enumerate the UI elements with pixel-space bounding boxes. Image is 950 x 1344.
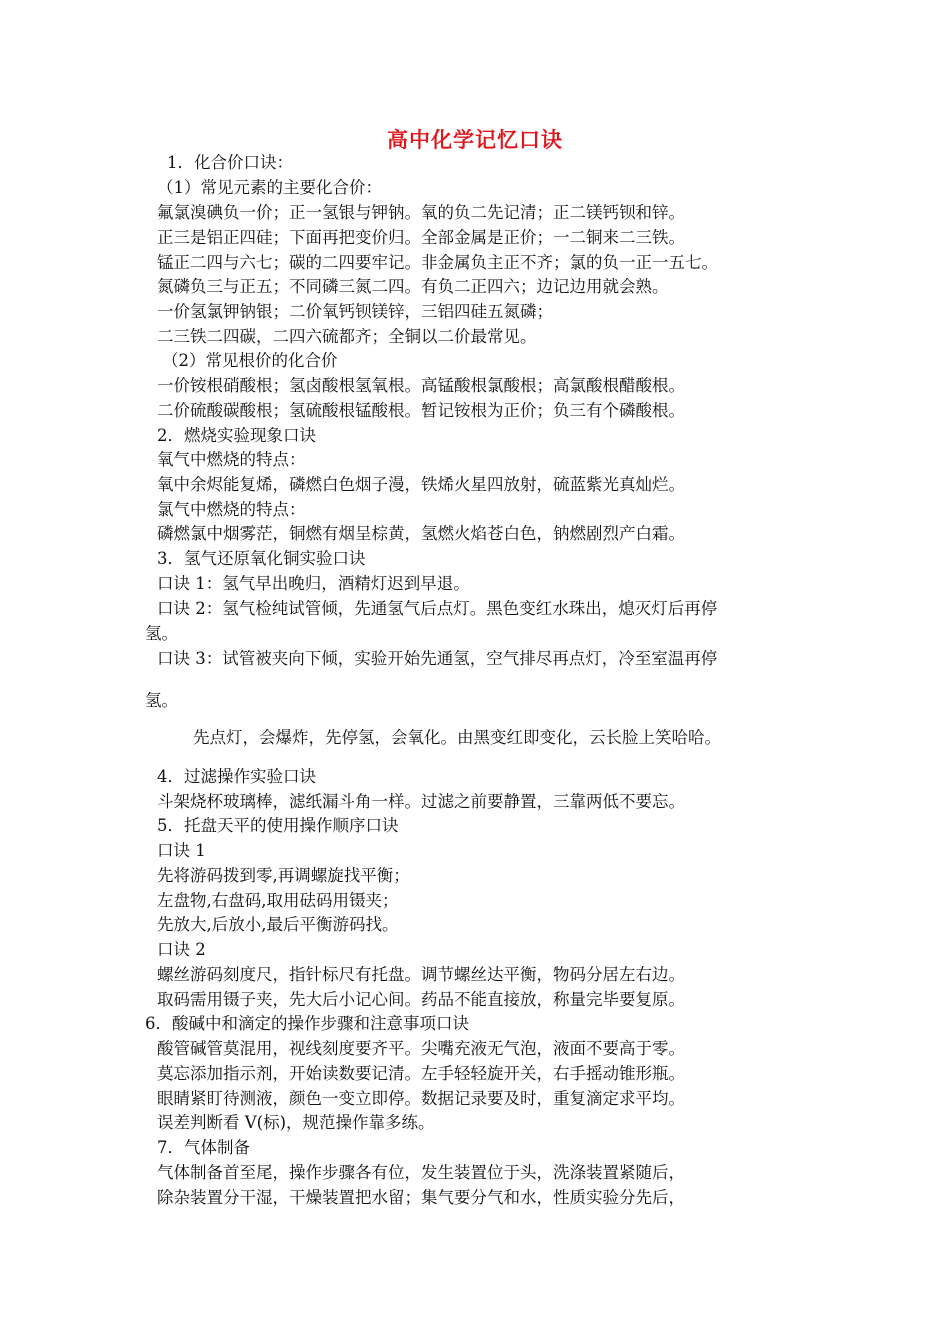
text-line: 氯气中燃烧的特点： bbox=[157, 500, 306, 519]
text-line: 氢。 bbox=[145, 624, 178, 643]
text-line: 口诀 1：氢气早出晚归，酒精灯迟到早退。 bbox=[157, 574, 470, 593]
text-line: 酸管碱管莫混用，视线刻度要齐平。尖嘴充液无气泡，液面不要高于零。 bbox=[157, 1039, 685, 1058]
text-line: 左盘物,右盘码,取用砝码用镊夹； bbox=[157, 891, 399, 910]
text-line: 氧中余烬能复烯，磷燃白色烟子漫，铁烯火星四放射，硫蓝紫光真灿烂。 bbox=[157, 475, 685, 494]
text-line: 二价硫酸碳酸根；氢硫酸根锰酸根。暂记铵根为正价；负三有个磷酸根。 bbox=[157, 401, 685, 420]
section-heading: 2．燃烧实验现象口诀 bbox=[157, 426, 316, 445]
text-line: 1．化合价口诀： bbox=[167, 153, 293, 172]
text-line: 氟氯溴碘负一价；正一氢银与钾钠。氧的负二先记清；正二镁钙钡和锌。 bbox=[157, 203, 685, 222]
text-line: 先将游码拨到零,再调螺旋找平衡； bbox=[157, 866, 410, 885]
text-line: 先点灯，会爆炸，先停氢，会氧化。由黑变红即变化，云长脸上笑哈哈。 bbox=[193, 728, 721, 747]
section-heading: 3．氢气还原氧化铜实验口诀 bbox=[157, 549, 366, 568]
text-line: 正三是铝正四硅；下面再把变价归。全部金属是正价；一二铜来二三铁。 bbox=[157, 228, 685, 247]
text-line: 氧气中燃烧的特点： bbox=[157, 450, 306, 469]
text-line: 锰正二四与六七；碳的二四要牢记。非金属负主正不齐；氯的负一正一五七。 bbox=[157, 253, 718, 272]
text-line: （2）常见根价的化合价 bbox=[162, 351, 338, 370]
text-line: 二三铁二四碳，二四六硫都齐；全铜以二价最常见。 bbox=[157, 327, 537, 346]
text-line: 莫忘添加指示剂，开始读数要记清。左手轻轻旋开关，右手摇动锥形瓶。 bbox=[157, 1064, 685, 1083]
text-line: 口诀 3：试管被夹向下倾，实验开始先通氢，空气排尽再点灯，冷至室温再停 bbox=[157, 649, 718, 668]
text-line: 气体制备首至尾，操作步骤各有位，发生装置位于头，洗涤装置紧随后， bbox=[157, 1163, 685, 1182]
section-heading: 5．托盘天平的使用操作顺序口诀 bbox=[157, 816, 399, 835]
text-line: 误差判断看 V(标)，规范操作靠多练。 bbox=[157, 1113, 435, 1132]
text-line: 氮磷负三与正五；不同磷三氮二四。有负二正四六；边记边用就会熟。 bbox=[157, 277, 669, 296]
text-line: 斗架烧杯玻璃棒，滤纸漏斗角一样。过滤之前要静置，三靠两低不要忘。 bbox=[157, 792, 685, 811]
text-line: （1）常见元素的主要化合价： bbox=[157, 178, 382, 197]
text-line: 一价氢氯钾钠银；二价氧钙钡镁锌，三铝四硅五氮磷； bbox=[157, 302, 553, 321]
text-line: 磷燃氯中烟雾茫，铜燃有烟呈棕黄，氢燃火焰苍白色，钠燃剧烈产白霜。 bbox=[157, 524, 685, 543]
text-line: 取码需用镊子夹，先大后小记心间。药品不能直接放，称量完毕要复原。 bbox=[157, 990, 685, 1009]
text-line: 螺丝游码刻度尺，指针标尺有托盘。调节螺丝达平衡，物码分居左右边。 bbox=[157, 965, 685, 984]
section-heading: 7．气体制备 bbox=[157, 1138, 250, 1157]
text-line: 口诀 2 bbox=[157, 940, 206, 959]
text-line: 先放大,后放小,最后平衡游码找。 bbox=[157, 915, 399, 934]
text-line: 一价铵根硝酸根；氢卤酸根氢氧根。高锰酸根氯酸根；高氯酸根醋酸根。 bbox=[157, 376, 685, 395]
text-line: 氢。 bbox=[145, 691, 178, 710]
text-line: 口诀 2：氢气检纯试管倾，先通氢气后点灯。黑色变红水珠出，熄灭灯后再停 bbox=[157, 599, 718, 618]
section-heading: 6．酸碱中和滴定的操作步骤和注意事项口诀 bbox=[145, 1014, 469, 1033]
section-heading: 4．过滤操作实验口诀 bbox=[157, 767, 316, 786]
text-line: 眼睛紧盯待测液，颜色一变立即停。数据记录要及时，重复滴定求平均。 bbox=[157, 1089, 685, 1108]
text-line: 除杂装置分干湿，干燥装置把水留；集气要分气和水，性质实验分先后， bbox=[157, 1188, 685, 1207]
text-line: 口诀 1 bbox=[157, 841, 206, 860]
document-title: 高中化学记忆口诀 bbox=[387, 127, 563, 152]
